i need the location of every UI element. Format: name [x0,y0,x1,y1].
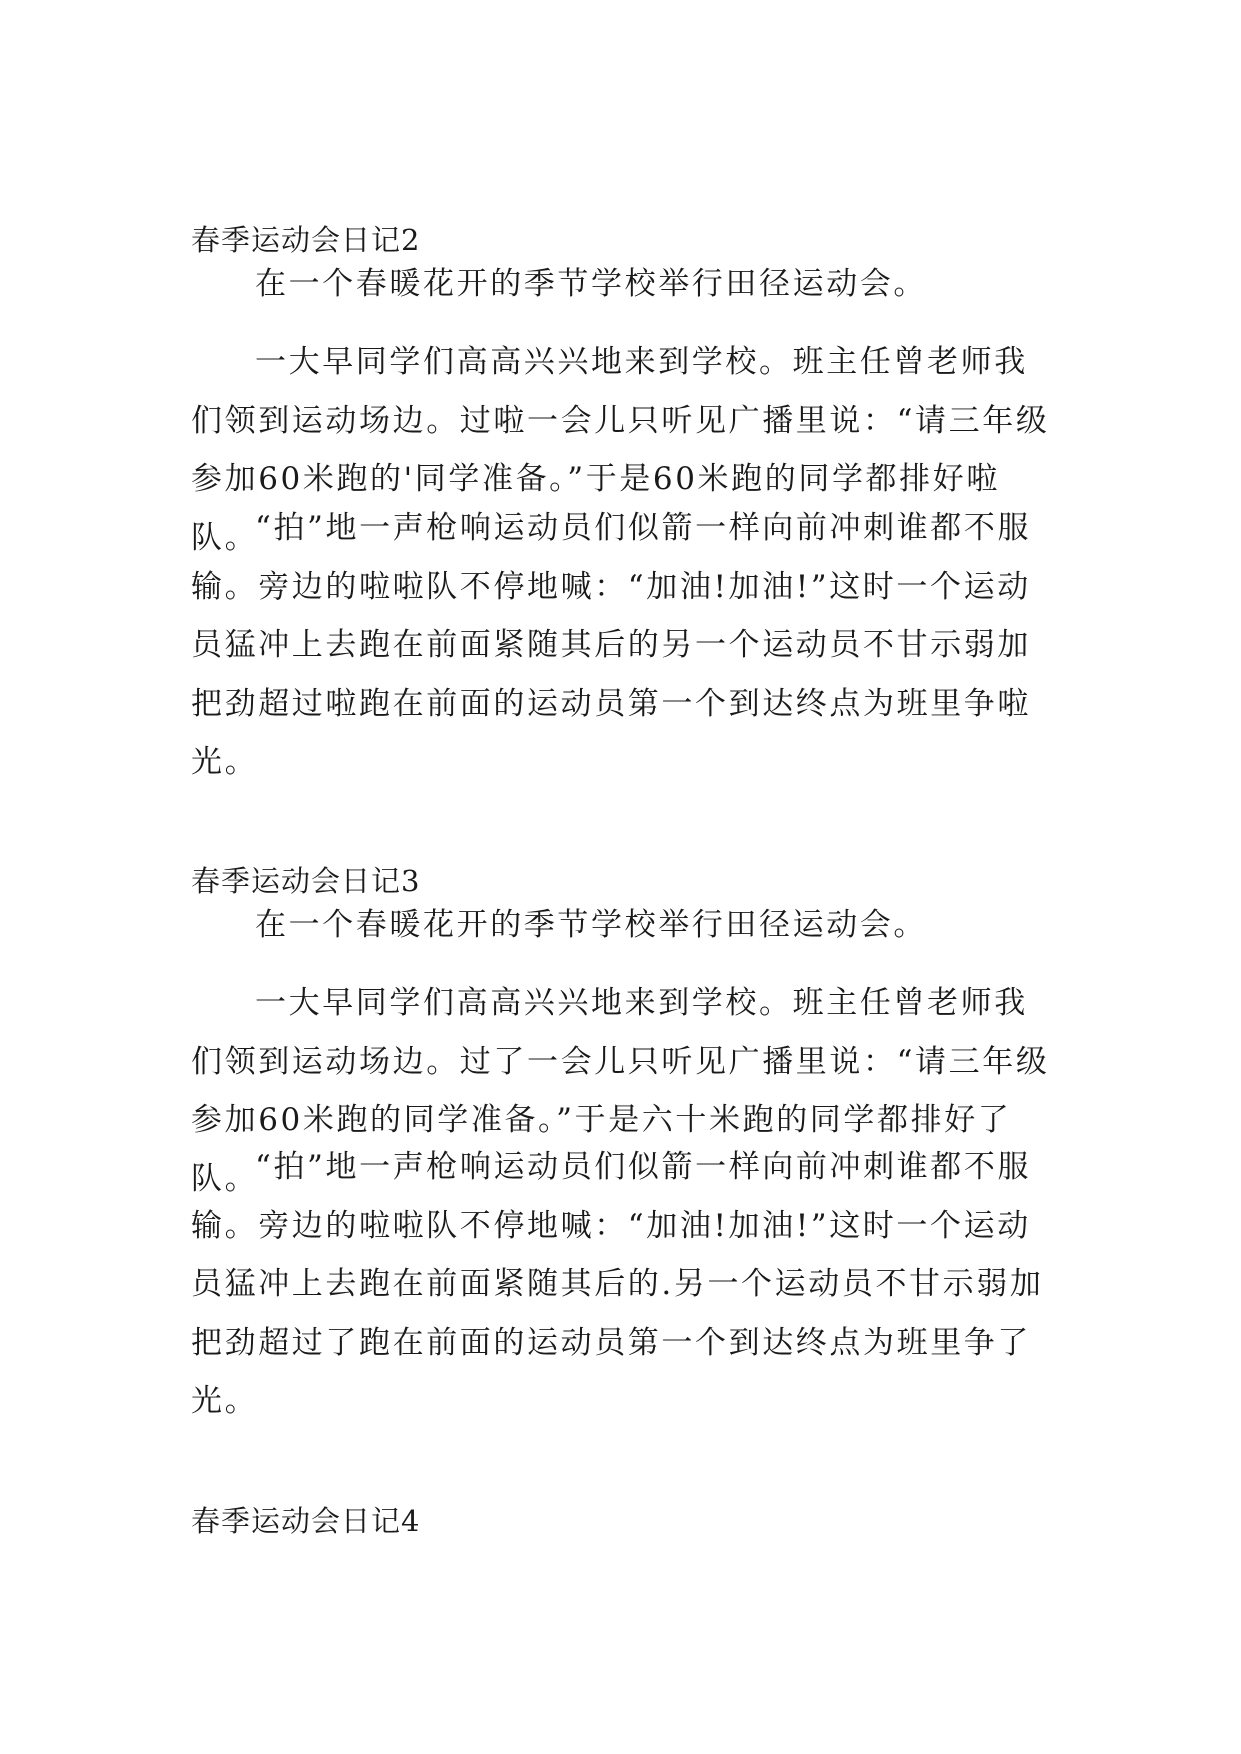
section-title-2: 春季运动会日记2 [191,223,421,257]
section-2-paragraph-1: 在一个春暖花开的季节学校举行田径运动会。 [255,266,927,302]
section-2-paragraph-2: 一大早同学们高高兴兴地来到学校。班主任曾老师我们领到运动场边。过啦一会儿只听见广播里说：“请三年级参加60米跑的'同学准备。”于是60米跑的同学都排好啦队。 [191,344,1050,556]
section-title-4: 春季运动会日记4 [191,1504,421,1538]
section-3-paragraph-3: “拍”地一声枪响运动员们似箭一样向前冲刺谁都不服输。旁边的啦啦队不停地喊：“加油!加油!”这时一个运动员猛冲上去跑在前面紧随其后的.另一个运动员不甘示弱加把劲超过了跑在前面的运动员第一个到达终点为班里争了光。 [191,1149,1044,1419]
section-3-paragraph-1: 在一个春暖花开的季节学校举行田径运动会。 [255,907,927,943]
section-2-paragraph-3: “拍”地一声枪响运动员们似箭一样向前冲刺谁都不服输。旁边的啦啦队不停地喊：“加油!加油!”这时一个运动员猛冲上去跑在前面紧随其后的另一个运动员不甘示弱加把劲超过啦跑在前面的运动员第一个到达终点为班里争啦光。 [191,510,1032,780]
section-3-paragraph-2: 一大早同学们高高兴兴地来到学校。班主任曾老师我们领到运动场边。过了一会儿只听见广播里说：“请三年级参加60米跑的同学准备。”于是六十米跑的同学都排好了队。 [191,985,1050,1197]
section-title-3: 春季运动会日记3 [191,864,421,898]
